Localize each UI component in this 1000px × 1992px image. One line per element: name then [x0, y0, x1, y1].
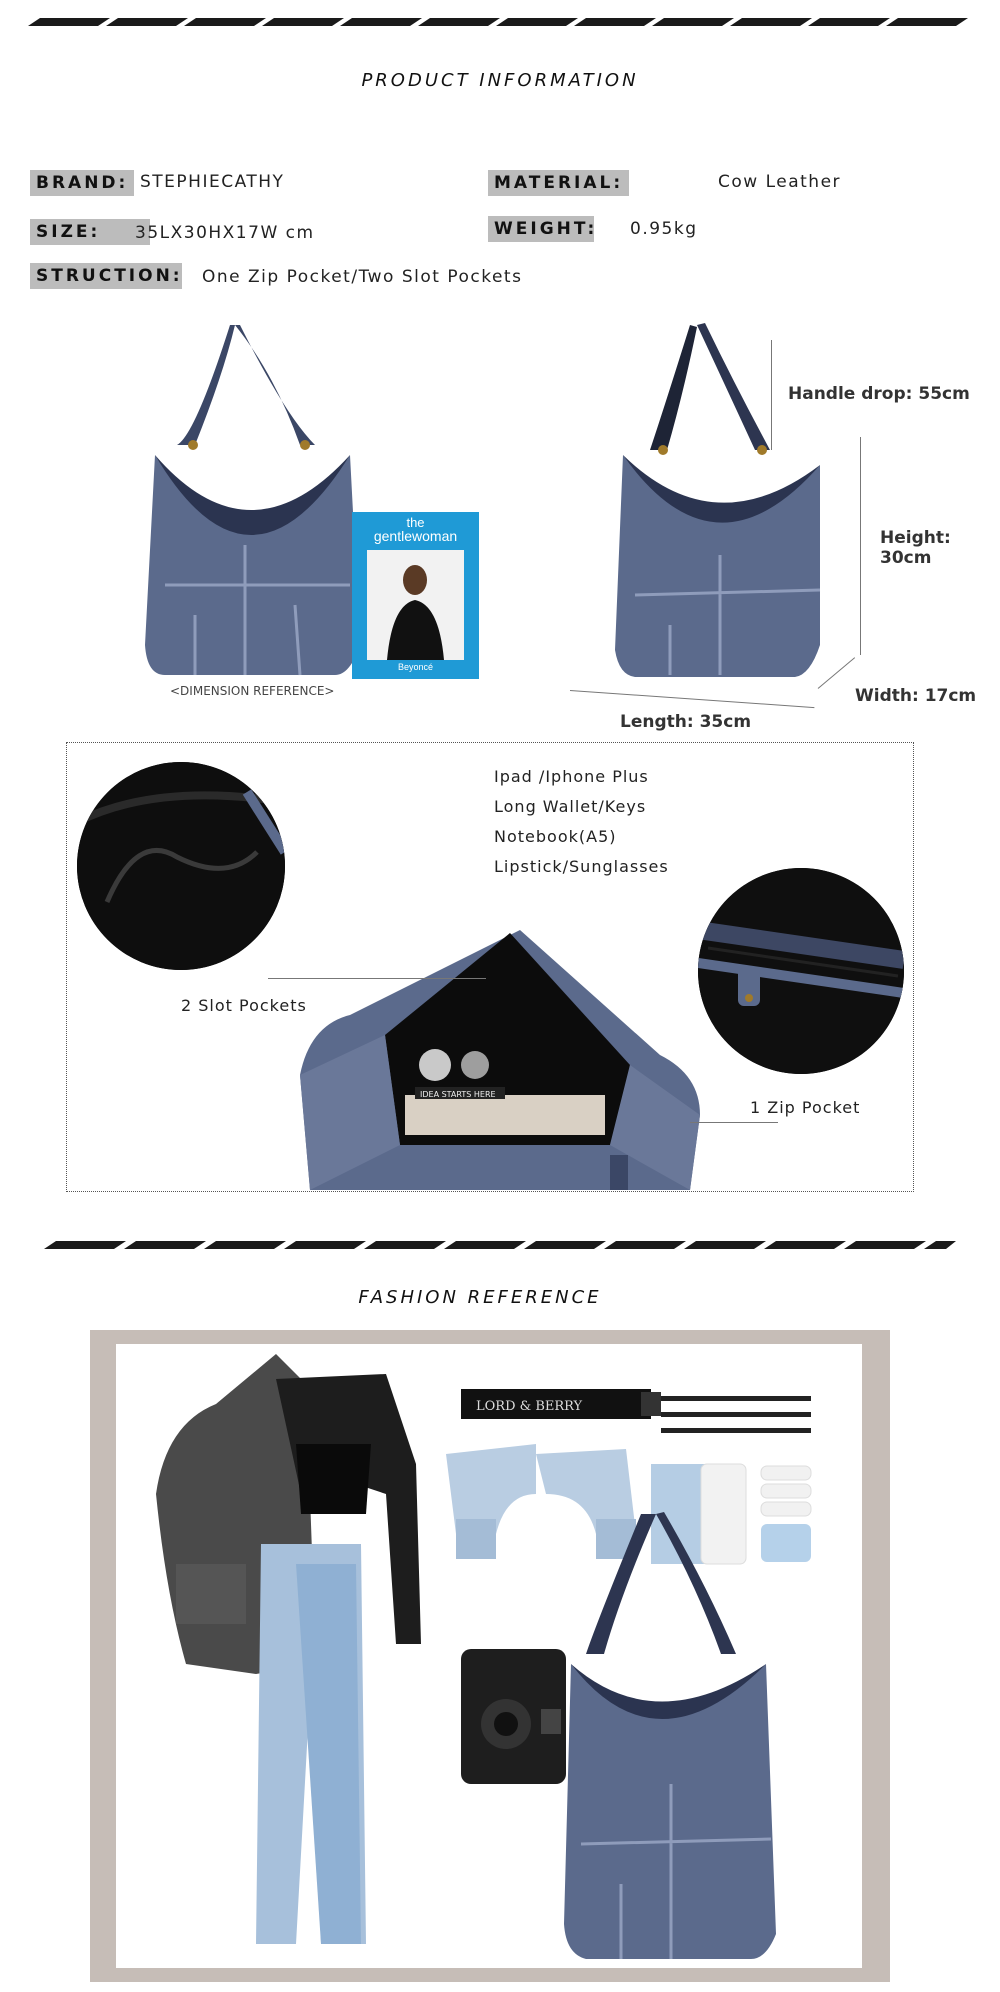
outfit-collage [116, 1344, 862, 1968]
handle-drop-line [771, 340, 772, 450]
magazine-cover [352, 512, 479, 679]
bag-front-image [135, 315, 365, 685]
slot-pocket-closeup [77, 762, 285, 970]
dimension-reference-caption: <DIMENSION REFERENCE> [170, 684, 335, 698]
weight-label: WEIGHT: [488, 216, 594, 242]
magazine-title-line-2: gentlewoman [373, 528, 458, 544]
material-label: MATERIAL: [488, 170, 629, 196]
size-value: 35LX30HX17W cm [135, 223, 315, 243]
zip-pocket-closeup [698, 868, 904, 1074]
magazine-name: Beyoncé [397, 662, 434, 672]
handle-drop-label: Handle drop: 55cm [788, 384, 970, 404]
top-divider [0, 14, 1000, 28]
struction-value: One Zip Pocket/Two Slot Pockets [202, 267, 523, 287]
height-label: Height: 30cm [880, 528, 951, 568]
fashion-frame [90, 1330, 890, 1982]
capacity-item-4: Lipstick/Sunglasses [494, 857, 669, 876]
open-bag-image [290, 915, 710, 1190]
weight-value: 0.95kg [630, 219, 698, 239]
slot-pockets-label: 2 Slot Pockets [181, 996, 307, 1015]
capacity-item-3: Notebook(A5) [494, 827, 617, 846]
magazine-title-line-1: the [406, 515, 425, 530]
height-line [860, 437, 861, 655]
fashion-divider [0, 1237, 1000, 1251]
bag-side-image [605, 315, 835, 685]
zip-pocket-label: 1 Zip Pocket [750, 1098, 861, 1117]
slot-pocket-pointer [268, 978, 486, 979]
magazine-photo [367, 550, 464, 660]
capacity-item-1: Ipad /Iphone Plus [494, 767, 649, 786]
length-line [570, 690, 814, 708]
length-label: Length: 35cm [620, 712, 752, 732]
material-value: Cow Leather [718, 172, 842, 192]
section-title-product-information: PRODUCT INFORMATION [361, 70, 639, 91]
capacity-item-2: Long Wallet/Keys [494, 797, 647, 816]
inside-book-text: IDEA STARTS HERE [420, 1090, 496, 1099]
zip-pocket-pointer [690, 1122, 778, 1123]
struction-label: STRUCTION: [30, 263, 182, 289]
fashion-canvas [116, 1344, 862, 1968]
lipstick-brand-text: LORD & BERRY [476, 1399, 583, 1414]
brand-value: STEPHIECATHY [140, 172, 285, 192]
section-title-fashion-reference: FASHION REFERENCE [358, 1287, 602, 1308]
width-label: Width: 17cm [855, 686, 977, 706]
size-label: SIZE: [30, 219, 150, 245]
brand-label: BRAND: [30, 170, 134, 196]
